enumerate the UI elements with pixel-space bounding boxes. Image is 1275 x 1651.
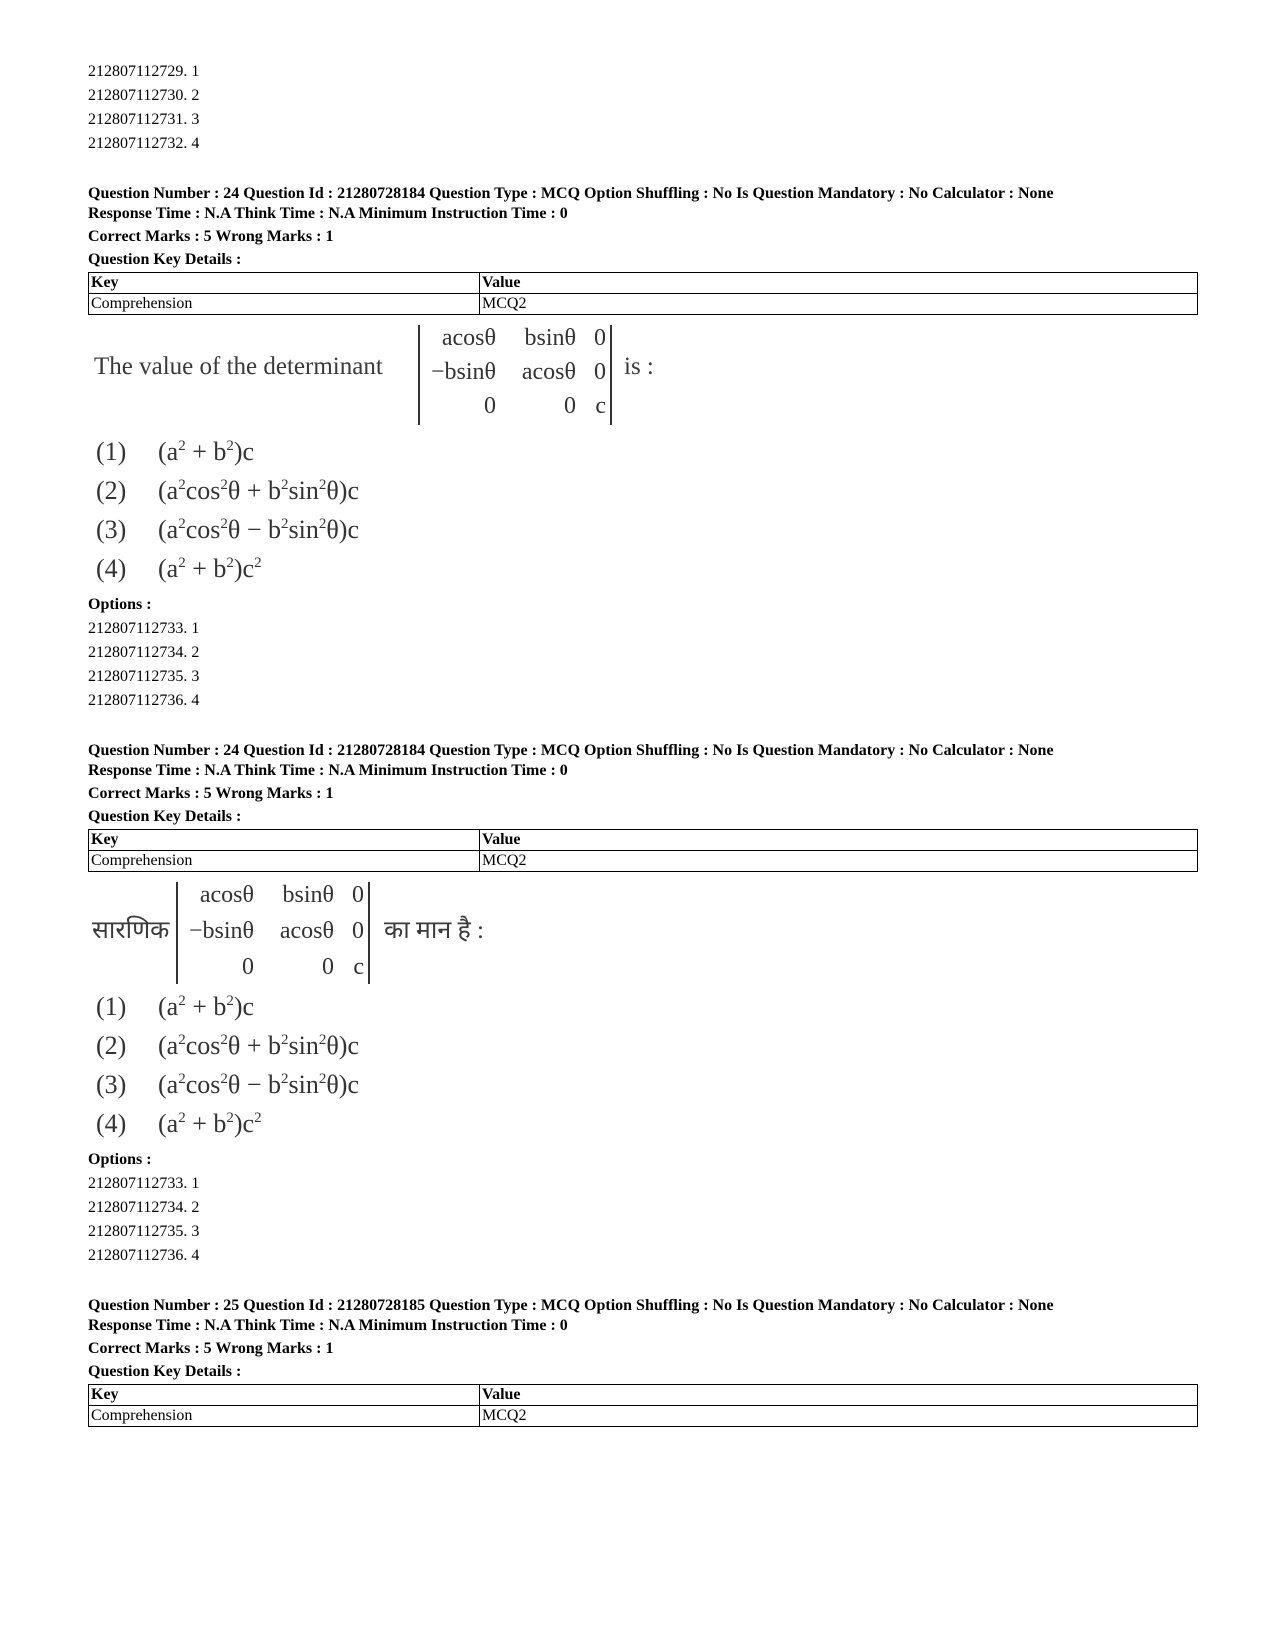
option-line: 212807112731. 3 bbox=[88, 111, 200, 128]
question-block bbox=[88, 184, 1198, 713]
answer-choice-1: (1) $(a^2 + b^2)c$ bbox=[96, 992, 255, 1021]
answer-choice-3: (3) $(a^2\cos^2\theta - b^2\sin^2\theta)c$ bbox=[96, 515, 359, 544]
answer-choices bbox=[88, 437, 1198, 593]
matrix-cell: acosθ bbox=[441, 325, 496, 351]
matrix-cell: bsinθ bbox=[282, 882, 334, 908]
options-label: Options : bbox=[88, 1151, 152, 1168]
question-timing: Response Time : N.A Think Time : N.A Minimum Instruction Time : 0 bbox=[88, 1317, 568, 1334]
key-details-label: Question Key Details : bbox=[88, 251, 242, 268]
table-cell-value: MCQ2 bbox=[480, 294, 1198, 315]
table-cell-value: MCQ2 bbox=[480, 851, 1198, 872]
matrix-cell: 0 bbox=[594, 325, 606, 351]
table-head-value: Value bbox=[480, 1385, 1198, 1406]
answer-choice-3: (3) $(a^2\cos^2\theta - b^2\sin^2\theta)c$ bbox=[96, 1070, 359, 1099]
question-marks: Correct Marks : 5 Wrong Marks : 1 bbox=[88, 228, 334, 245]
determinant-matrix bbox=[418, 325, 612, 425]
option-line: 212807112730. 2 bbox=[88, 87, 200, 104]
option-line: 212807112735. 3 bbox=[88, 668, 200, 685]
matrix-cell: 0 bbox=[564, 393, 576, 419]
matrix-cell: 0 bbox=[352, 918, 364, 944]
table-cell-value: MCQ2 bbox=[480, 1406, 1198, 1427]
option-line: 212807112732. 4 bbox=[88, 135, 200, 152]
table-row bbox=[89, 294, 1198, 315]
table-cell-key: Comprehension bbox=[89, 1406, 480, 1427]
table-header-row bbox=[89, 1385, 1198, 1406]
question-header: Question Number : 24 Question Id : 21280728184 Question Type : MCQ Option Shuffling : No Is Question Mandatory : No Calculator : None bbox=[88, 742, 1054, 759]
key-details-label: Question Key Details : bbox=[88, 1363, 242, 1380]
key-details-table bbox=[88, 272, 1198, 315]
matrix-cell: bsinθ bbox=[524, 325, 576, 351]
option-line: 212807112736. 4 bbox=[88, 1247, 200, 1264]
question-header: Question Number : 24 Question Id : 21280728184 Question Type : MCQ Option Shuffling : No Is Question Mandatory : No Calculator : None bbox=[88, 185, 1054, 202]
matrix-cell: 0 bbox=[242, 954, 254, 980]
matrix-cell: c bbox=[353, 954, 364, 980]
matrix-cell: acosθ bbox=[521, 359, 576, 385]
question-stem-tail: is : bbox=[624, 353, 654, 380]
determinant-matrix bbox=[176, 882, 370, 984]
option-line: 212807112733. 1 bbox=[88, 620, 200, 637]
key-details-label: Question Key Details : bbox=[88, 808, 242, 825]
matrix-cell: −bsinθ bbox=[430, 359, 496, 385]
answer-choices bbox=[88, 992, 1198, 1148]
option-line: 212807112729. 1 bbox=[88, 63, 200, 80]
answer-choice-4: (4) $(a^2 + b^2)c^2$ bbox=[96, 1109, 262, 1138]
question-stem-text: सारणिक bbox=[92, 917, 170, 944]
table-head-key: Key bbox=[89, 830, 480, 851]
option-line: 212807112734. 2 bbox=[88, 644, 200, 661]
option-line: 212807112734. 2 bbox=[88, 1199, 200, 1216]
matrix-cell: c bbox=[595, 393, 606, 419]
question-header: Question Number : 25 Question Id : 21280728185 Question Type : MCQ Option Shuffling : No Is Question Mandatory : No Calculator : None bbox=[88, 1297, 1054, 1314]
table-head-key: Key bbox=[89, 1385, 480, 1406]
table-head-key: Key bbox=[89, 273, 480, 294]
table-row bbox=[89, 1406, 1198, 1427]
answer-choice-2: (2) $(a^2\cos^2\theta + b^2\sin^2\theta)c$ bbox=[96, 476, 359, 505]
key-details-table bbox=[88, 829, 1198, 872]
question-timing: Response Time : N.A Think Time : N.A Minimum Instruction Time : 0 bbox=[88, 762, 568, 779]
question-image bbox=[88, 315, 1198, 593]
table-cell-key: Comprehension bbox=[89, 851, 480, 872]
table-cell-key: Comprehension bbox=[89, 294, 480, 315]
question-stem-tail: का मान है : bbox=[384, 917, 484, 944]
option-line: 212807112733. 1 bbox=[88, 1175, 200, 1192]
table-head-value: Value bbox=[480, 273, 1198, 294]
option-line: 212807112736. 4 bbox=[88, 692, 200, 709]
table-head-value: Value bbox=[480, 830, 1198, 851]
answer-choice-4: (4) $(a^2 + b^2)c^2$ bbox=[96, 554, 262, 583]
question-block bbox=[88, 741, 1198, 1268]
answer-choice-2: (2) $(a^2\cos^2\theta + b^2\sin^2\theta)c$ bbox=[96, 1031, 359, 1060]
matrix-cell: acosθ bbox=[279, 918, 334, 944]
table-row bbox=[89, 851, 1198, 872]
matrix-cell: 0 bbox=[352, 882, 364, 908]
table-header-row bbox=[89, 273, 1198, 294]
matrix-cell: 0 bbox=[594, 359, 606, 385]
document-page bbox=[88, 60, 1198, 1427]
question-stem-text: The value of the determinant bbox=[94, 353, 383, 380]
option-line: 212807112735. 3 bbox=[88, 1223, 200, 1240]
matrix-cell: 0 bbox=[322, 954, 334, 980]
matrix-cell: 0 bbox=[484, 393, 496, 419]
table-header-row bbox=[89, 830, 1198, 851]
matrix-cell: acosθ bbox=[199, 882, 254, 908]
previous-options-list bbox=[88, 60, 1198, 156]
options-label: Options : bbox=[88, 596, 152, 613]
question-marks: Correct Marks : 5 Wrong Marks : 1 bbox=[88, 1340, 334, 1357]
question-block bbox=[88, 1296, 1198, 1427]
matrix-cell: −bsinθ bbox=[188, 918, 254, 944]
question-marks: Correct Marks : 5 Wrong Marks : 1 bbox=[88, 785, 334, 802]
question-image bbox=[88, 872, 1198, 1148]
question-timing: Response Time : N.A Think Time : N.A Minimum Instruction Time : 0 bbox=[88, 205, 568, 222]
key-details-table bbox=[88, 1384, 1198, 1427]
answer-choice-1: (1) $(a^2 + b^2)c$ bbox=[96, 437, 255, 466]
